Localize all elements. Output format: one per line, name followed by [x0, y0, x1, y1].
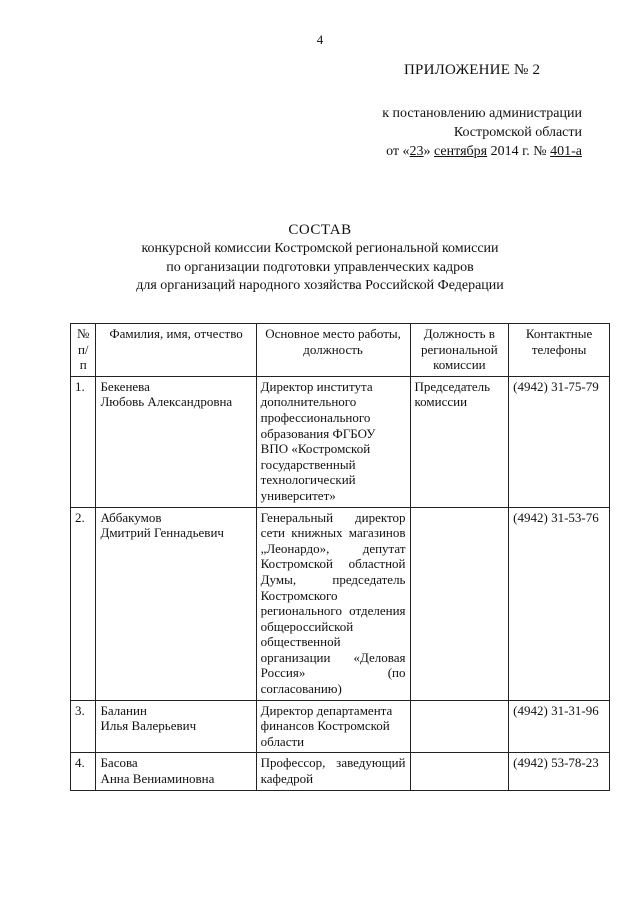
table-header-row: [71, 324, 610, 377]
commission-members-table: [70, 323, 610, 791]
page-number: 4: [316, 32, 324, 47]
row-phone: (4942) 31-53-76: [509, 507, 610, 700]
row-position: [410, 753, 509, 790]
decree-date-mid: »: [423, 144, 435, 159]
decree-number: 401-а: [550, 144, 582, 159]
row-name: [96, 507, 256, 700]
decree-line-1: к постановлению администрации: [382, 106, 582, 121]
document-title: [0, 221, 640, 296]
row-num: 1.: [71, 376, 96, 507]
header-work: Основное место работы, должность: [256, 324, 410, 377]
row-phone: (4942) 53-78-23: [509, 753, 610, 790]
title-main: СОСТАВ: [288, 222, 352, 238]
decree-line-2: Костромской области: [453, 125, 582, 140]
row-phone: (4942) 31-75-79: [509, 376, 610, 507]
row-given-names: Любовь Александровна: [100, 394, 233, 410]
row-phone: (4942) 31-31-96: [509, 700, 610, 753]
header-name: Фамилия, имя, отчество: [96, 324, 256, 377]
title-line-3: для организаций народного хозяйства Российской Федерации: [136, 278, 504, 293]
row-name: [96, 700, 256, 753]
row-surname: Аббакумов: [100, 509, 162, 525]
row-work: Профессор, заведующий кафедрой: [256, 753, 410, 790]
row-name: [96, 753, 256, 790]
title-line-1: конкурсной комиссии Костромской региональной комиссии: [141, 241, 499, 256]
row-num: 3.: [71, 700, 96, 753]
decree-date-line: [382, 142, 582, 161]
row-work: Генеральный директор сети книжных магазинов „Леонардо», депутат Костромской областной Думы, председатель Костромского регионального отделения общероссийской общественной организации «Деловая Россия» (по согласованию): [256, 507, 410, 700]
decree-day: 23: [409, 144, 424, 159]
decree-year-part: 2014 г. №: [487, 144, 551, 159]
title-line-2: по организации подготовки управленческих кадров: [166, 259, 474, 275]
row-work: Директор департамента финансов Костромской области: [256, 700, 410, 753]
decree-reference: [382, 104, 582, 161]
table-row: [71, 507, 610, 700]
row-given-names: Анна Вениаминовна: [100, 771, 215, 787]
row-num: 2.: [71, 507, 96, 700]
row-work: Директор института дополнительного профессионального образования ФГБОУ ВПО «Костромской государственный технологический университет»: [256, 376, 410, 507]
row-position: [410, 507, 509, 700]
decree-month: сентября: [434, 144, 488, 159]
table-row: [71, 376, 610, 507]
decree-date-prefix: от «: [386, 144, 410, 159]
row-given-names: Дмитрий Геннадьевич: [100, 525, 224, 541]
table-row: [71, 700, 610, 753]
header-num: № п/п: [71, 324, 96, 377]
row-num: 4.: [71, 753, 96, 790]
row-position: Председатель комиссии: [410, 376, 509, 507]
row-surname: Басова: [100, 755, 138, 771]
header-position: Должность в региональной комиссии: [410, 324, 509, 377]
row-name: [96, 376, 256, 507]
row-position: [410, 700, 509, 753]
row-surname: Бекенева: [100, 378, 150, 394]
appendix-heading: ПРИЛОЖЕНИЕ № 2: [404, 62, 541, 78]
table-row: [71, 753, 610, 790]
row-given-names: Илья Валерьевич: [100, 718, 197, 734]
header-phone: Контактные телефоны: [509, 324, 610, 377]
row-surname: Баланин: [100, 702, 147, 718]
